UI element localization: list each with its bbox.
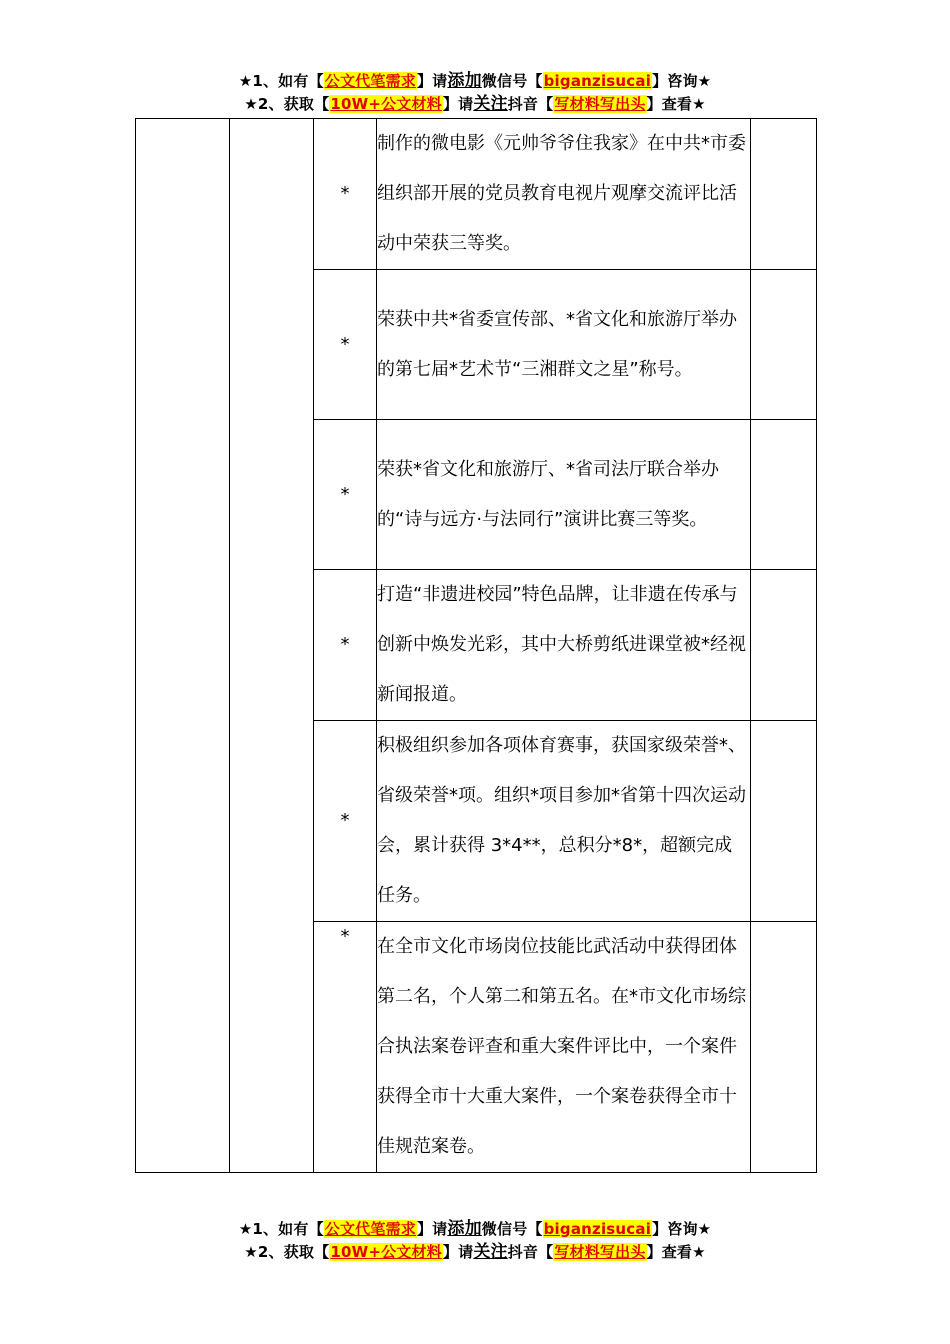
achievement-text: 制作的微电影《元帅爷爷住我家》在中共*市委组织部开展的党员教育电视片观摩交流评比活动中荣获三等奖。	[377, 119, 751, 270]
banner-line-2	[0, 1241, 950, 1264]
achievement-text: 在全市文化市场岗位技能比武活动中获得团体第二名，个人第二和第五名。在*市文化市场综合执法案卷评查和重大案件评比中，一个案件获得全市十大重大案件，一个案卷获得全市十佳规范案卷。	[377, 922, 751, 1173]
achievement-text: 荣获中共*省委宣传部、*省文化和旅游厅举办的第七届*艺术节“三湘群文之星”称号。	[377, 270, 751, 420]
banner-emphasis: 添加	[447, 71, 482, 91]
highlight-douyin-id: 写材料写出头	[554, 95, 646, 113]
category-cell	[136, 119, 230, 1173]
highlight-materials: 10W+公文材料	[330, 95, 442, 113]
banner-text: ★2、获取【	[244, 1243, 330, 1261]
banner-emphasis: 关注	[473, 94, 508, 114]
remark-cell	[751, 270, 817, 420]
remark-cell	[751, 119, 817, 270]
remark-cell	[751, 420, 817, 570]
banner-text: 】咨询★	[652, 1220, 712, 1238]
banner-text: ★2、获取【	[244, 95, 330, 113]
banner-text: ★1、如有【	[238, 72, 324, 90]
banner-text: 】请	[416, 72, 448, 90]
row-mark: *	[314, 922, 377, 1173]
banner-text: 微信号【	[481, 72, 543, 90]
highlight-wechat-id: biganzisucai	[543, 1220, 652, 1238]
row-mark: *	[314, 119, 377, 270]
banner-line-1	[0, 70, 950, 93]
table-row	[136, 119, 817, 270]
banner-text: ★1、如有【	[238, 1220, 324, 1238]
banner-line-1	[0, 1218, 950, 1241]
remark-cell	[751, 570, 817, 721]
banner-text: 】请	[442, 1243, 474, 1261]
banner-text: 】查看★	[646, 1243, 706, 1261]
banner-text: 】咨询★	[652, 72, 712, 90]
banner-text: 】查看★	[646, 95, 706, 113]
highlight-materials: 10W+公文材料	[330, 1243, 442, 1261]
achievement-text: 打造“非遗进校园”特色品牌，让非遗在传承与创新中焕发光彩，其中大桥剪纸进课堂被*经视新闻报道。	[377, 570, 751, 721]
banner-text: 抖音【	[507, 95, 554, 113]
banner-text: 微信号【	[481, 1220, 543, 1238]
header-banner	[0, 70, 950, 116]
highlight-douyin-id: 写材料写出头	[554, 1243, 646, 1261]
row-mark: *	[314, 721, 377, 922]
achievements-table	[135, 118, 817, 1173]
banner-emphasis: 关注	[473, 1242, 508, 1262]
achievement-text: 荣获*省文化和旅游厅、*省司法厅联合举办的“诗与远方·与法同行”演讲比赛三等奖。	[377, 420, 751, 570]
banner-text: 抖音【	[507, 1243, 554, 1261]
highlight-service: 公文代笔需求	[324, 1220, 416, 1238]
highlight-wechat-id: biganzisucai	[543, 72, 652, 90]
banner-emphasis: 添加	[447, 1219, 482, 1239]
banner-text: 】请	[416, 1220, 448, 1238]
highlight-service: 公文代笔需求	[324, 72, 416, 90]
subcategory-cell	[230, 119, 314, 1173]
remark-cell	[751, 721, 817, 922]
banner-line-2	[0, 93, 950, 116]
achievement-text: 积极组织参加各项体育赛事，获国家级荣誉*、省级荣誉*项。组织*项目参加*省第十四次运动会，累计获得 3*4**，总积分*8*，超额完成任务。	[377, 721, 751, 922]
footer-banner	[0, 1218, 950, 1264]
row-mark: *	[314, 270, 377, 420]
row-mark: *	[314, 420, 377, 570]
remark-cell	[751, 922, 817, 1173]
row-mark: *	[314, 570, 377, 721]
banner-text: 】请	[442, 95, 474, 113]
